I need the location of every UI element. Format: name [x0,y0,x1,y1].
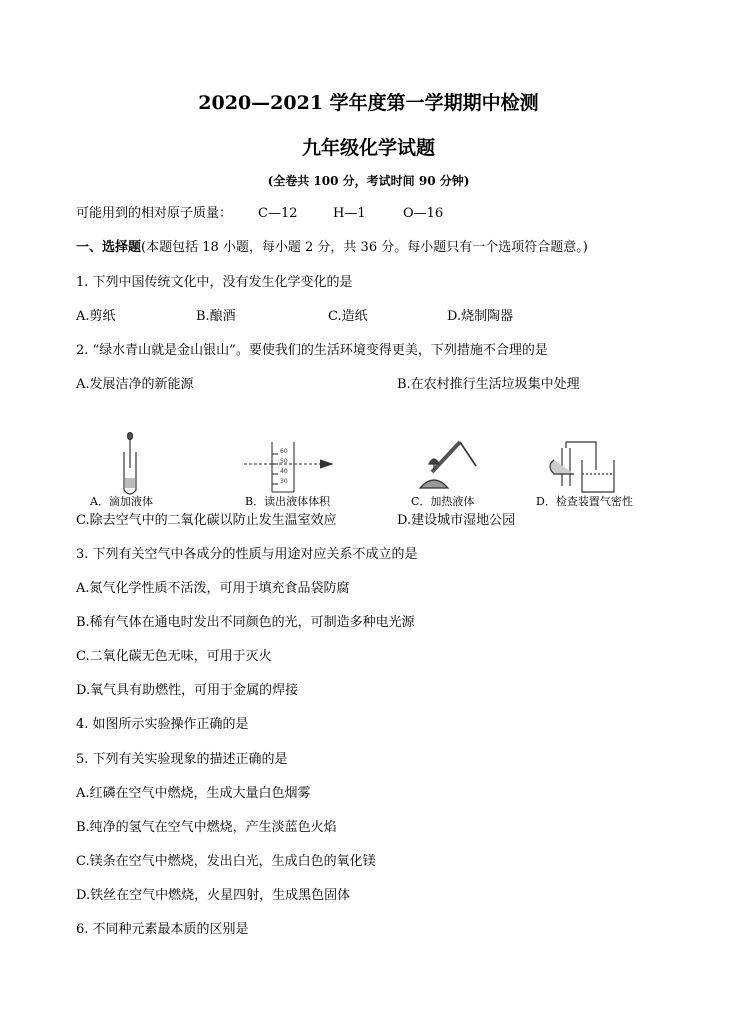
q5-stem: 5. 下列有关实验现象的描述正确的是 [76,752,288,767]
atomic-mass-label: 可能用到的相对原子质量： [76,206,233,221]
section-description: (本题包括 18 小题，每小题 2 分，共 36 分。每小题只有一个选项符合题意。) [141,240,588,255]
tick-label-60: 60 [280,448,288,455]
q3-option-b: B.稀有气体在通电时发出不同颜色的光，可制造多种电光源 [76,615,415,630]
q6-stem: 6. 不同种元素最本质的区别是 [76,922,249,937]
q2-option-b: B.在农村推行生活垃圾集中处理 [397,377,580,392]
q4-stem: 4. 如图所示实验操作正确的是 [76,717,249,732]
q5-option-c: C.镁条在空气中燃烧，发出白光，生成白色的氧化镁 [76,854,376,869]
exam-note: (全卷共 100 分，考试时间 90 分钟) [267,174,470,188]
q1-option-d: D.烧制陶器 [447,309,514,324]
q3-stem: 3. 下列有关空气中各成分的性质与用途对应关系不成立的是 [76,547,418,562]
graduated-cylinder-icon [244,442,332,492]
q5-option-a: A.红磷在空气中燃烧，生成大量白色烟雾 [76,786,311,801]
q3-option-c: C.二氧化碳无色无味，可用于灭火 [76,649,272,664]
heating-tube-icon [420,442,476,488]
atomic-mass-c: C—12 [258,206,298,221]
atomic-mass-o: O—16 [403,206,444,221]
figure-caption-c: C．加热液体 [411,495,475,508]
q2-stem: 2. “绿水青山就是金山银山”。要使我们的生活环境变得更美，下列措施不合理的是 [76,343,548,358]
q1-option-a: A.剪纸 [76,309,116,324]
atomic-mass-h: H—1 [333,206,366,221]
q3-option-d: D.氧气具有助燃性，可用于金属的焊接 [76,683,299,698]
q5-option-b: B.纯净的氢气在空气中燃烧，产生淡蓝色火焰 [76,820,337,835]
q1-option-b: B.酿酒 [196,309,236,324]
figure-caption-a: A．滴加液体 [90,495,153,508]
q2-option-c: C.除去空气中的二氧化碳以防止发生温室效应 [76,513,337,528]
exam-subtitle: 九年级化学试题 [301,137,435,159]
section-title: 一、选择题 [76,240,142,255]
q1-stem: 1. 下列中国传统文化中，没有发生化学变化的是 [76,275,353,290]
airtightness-check-icon [550,442,614,492]
figure-caption-d: D．检查装置气密性 [536,495,633,508]
exam-title: 2020—2021 学年度第一学期期中检测 [198,92,539,114]
q3-option-a: A.氮气化学性质不活泼，可用于填充食品袋防腐 [76,581,350,596]
tick-label-40: 40 [280,468,288,475]
q1-option-c: C.造纸 [328,309,368,324]
q2-option-d: D.建设城市湿地公园 [397,513,516,528]
q5-option-d: D.铁丝在空气中燃烧，火星四射，生成黑色固体 [76,888,351,903]
dropper-test-tube-icon [124,433,136,495]
q2-option-a: A.发展洁净的新能源 [76,377,194,392]
figure-caption-b: B．读出液体体积 [245,495,331,508]
section-heading [76,240,588,256]
tick-label-50: 50 [280,458,288,465]
tick-label-30: 30 [280,478,288,485]
